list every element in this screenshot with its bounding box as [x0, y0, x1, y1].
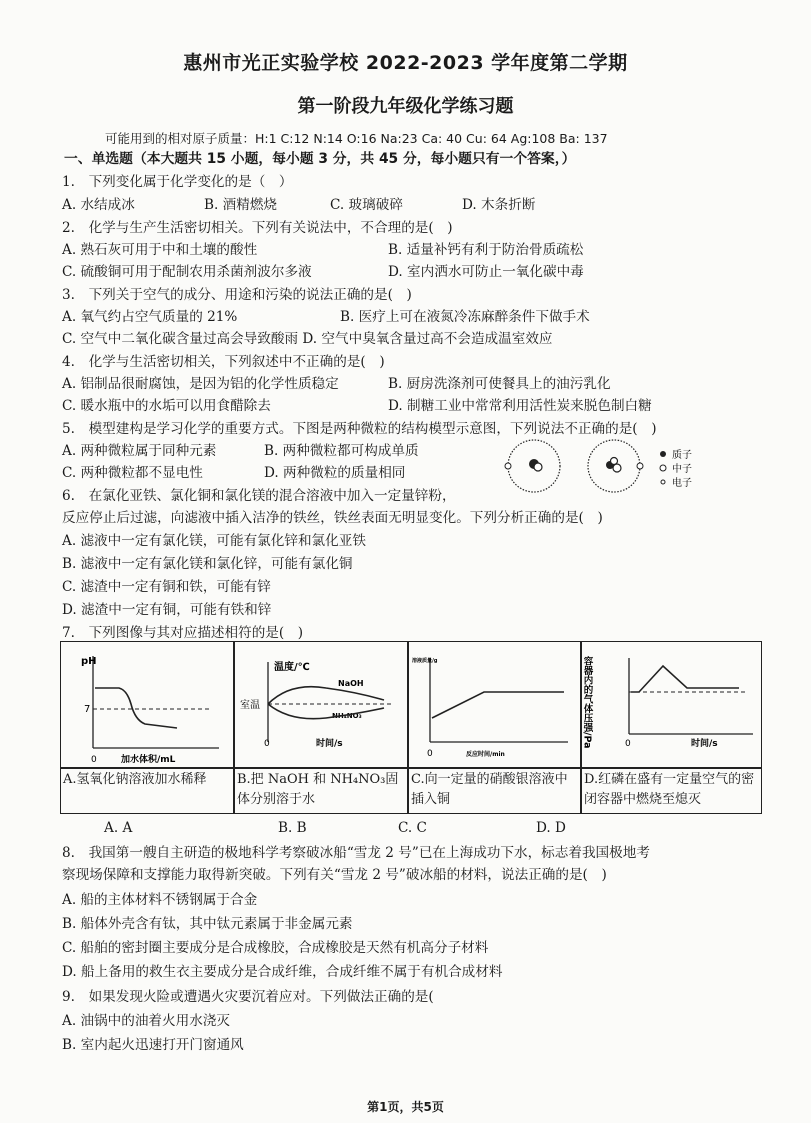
legend-neutron: 中子 — [672, 464, 692, 475]
chart-c-ylabel: 溶液质量/g — [412, 658, 438, 664]
particle-model-figure — [500, 438, 730, 496]
q8-option-a: A. 船的主体材料不锈钢属于合金 — [62, 892, 258, 908]
chart-b-ytick: 室温 — [240, 700, 260, 711]
q2-option-c: C. 硫酸铜可用于配制农用杀菌剂波尔多液 — [62, 264, 312, 280]
chart-a-ytick: 7 — [84, 704, 91, 715]
chart-b-caption: B.把 NaOH 和 NH₄NO₃固体分别溶于水 — [237, 772, 399, 807]
chart-d-xlabel: 时间/s — [691, 739, 718, 749]
q8-stem-2: 察现场保障和支撑能力取得新突破。下列有关“雪龙 2 号”破冰船的材料，说法正确的是( ) — [62, 867, 607, 883]
q4-stem: 4. 化学与生活密切相关，下列叙述中不正确的是( ) — [62, 354, 385, 370]
q1-option-b: B. 酒精燃烧 — [204, 197, 278, 213]
q3-option-a: A. 氧气约占空气质量的 21% — [62, 309, 238, 325]
chart-d-ylabel: 容器内的气体压强/Pa — [581, 656, 593, 749]
chart-b-ylabel: 温度/℃ — [274, 662, 310, 673]
exam-title: 惠州市光正实验学校 2022-2023 学年度第二学期 — [183, 52, 628, 74]
chart-b-dissolution-temp — [234, 642, 406, 767]
q6-option-d: D. 滤渣中一定有铜，可能有铁和锌 — [62, 602, 272, 618]
chart-a-ph-dilution — [61, 642, 233, 767]
q7-option-c: C. C — [398, 820, 427, 836]
chart-c-xlabel: 反应时间/min — [466, 751, 505, 758]
q4-option-c: C. 暖水瓶中的水垢可以用食醋除去 — [62, 398, 271, 414]
q5-stem: 5. 模型建构是学习化学的重要方式。下图是两种微粒的结构模型示意图，下列说法不正确的是( ) — [62, 421, 657, 437]
chart-d-pressure — [581, 642, 761, 767]
q7-option-d: D. D — [536, 820, 566, 836]
q6-stem-1: 6. 在氯化亚铁、氯化铜和氯化镁的混合溶液中加入一定量锌粉， — [62, 488, 456, 504]
particle-legend — [660, 448, 692, 489]
q6-option-c: C. 滤渣中一定有铜和铁，可能有锌 — [62, 579, 271, 595]
q8-option-b: B. 船体外壳含有钛，其中钛元素属于非金属元素 — [62, 916, 353, 932]
q1-option-d: D. 木条折断 — [462, 197, 536, 213]
divider — [61, 767, 761, 769]
chart-d-caption: D.红磷在盛有一定量空气的密闭容器中燃烧至熄灭 — [584, 772, 755, 807]
particle-2 — [588, 440, 643, 492]
q6-option-b: B. 滤液中一定有氯化镁和氯化锌，可能有氯化铜 — [62, 556, 353, 572]
chart-a-curve — [95, 688, 177, 728]
q4-option-d: D. 制糖工业中常常利用活性炭来脱色制白糖 — [388, 398, 652, 414]
q2-option-d: D. 室内洒水可防止一氧化碳中毒 — [388, 264, 584, 280]
q9-option-b: B. 室内起火迅速打开门窗通风 — [62, 1037, 244, 1053]
q4-option-a: A. 铝制品很耐腐蚀，是因为铝的化学性质稳定 — [62, 376, 339, 392]
q1-option-c: C. 玻璃破碎 — [330, 197, 403, 213]
particle-1 — [505, 440, 560, 492]
chart-b-xlabel: 时间/s — [316, 739, 343, 749]
q3-stem: 3. 下列关于空气的成分、用途和污染的说法正确的是( ) — [62, 287, 412, 303]
chart-a-caption: A.氢氧化钠溶液加水稀释 — [63, 772, 207, 787]
q8-option-c: C. 船舶的密封圈主要成分是合成橡胶，合成橡胶是天然有机高分子材料 — [62, 940, 489, 956]
q7-stem: 7. 下列图像与其对应描述相符的是( ) — [62, 625, 304, 641]
q3-option-cd: C. 空气中二氧化碳含量过高会导致酸雨 D. 空气中臭氧含量过高不会造成温室效应 — [62, 331, 553, 347]
q7-figure-table — [60, 641, 762, 814]
chart-c-origin: 0 — [427, 749, 433, 759]
q7-option-a: A. A — [104, 820, 133, 836]
chart-b-nh4no3-curve — [268, 704, 384, 719]
chart-a-ylabel: pH — [81, 656, 97, 667]
page-footer: 第1页，共5页 — [367, 1100, 444, 1114]
chart-c-caption: C.向一定量的硝酸银溶液中插入铜 — [411, 772, 568, 807]
chart-b-naoh-curve — [268, 687, 384, 704]
q3-option-b: B. 医疗上可在液氮冷冻麻醉条件下做手术 — [340, 309, 590, 325]
q5-option-b: B. 两种微粒都可构成单质 — [264, 443, 419, 459]
section-heading: 一、单选题（本大题共 15 小题，每小题 3 分，共 45 分，每小题只有一个答案，） — [64, 151, 576, 167]
atomic-masses: 可能用到的相对原子质量：H:1 C:12 N:14 O:16 Na:23 Ca: 40 Cu: 64 Ag:108 Ba: 137 — [105, 131, 608, 146]
chart-b-series-nh4no3: NH₄NO₃ — [332, 712, 362, 720]
q6-option-a: A. 滤液中一定有氯化镁，可能有氯化锌和氯化亚铁 — [62, 533, 366, 549]
chart-b-origin: 0 — [264, 739, 270, 749]
legend-electron: 电子 — [672, 478, 692, 489]
q2-option-a: A. 熟石灰可用于中和土壤的酸性 — [62, 242, 258, 258]
q9-option-a: A. 油锅中的油着火用水浇灭 — [62, 1013, 230, 1029]
chart-c-line — [432, 692, 564, 718]
chart-b-series-naoh: NaOH — [338, 679, 364, 688]
exam-subtitle: 第一阶段九年级化学练习题 — [297, 96, 514, 117]
chart-c-solution-mass — [408, 642, 580, 767]
chart-d-curve — [631, 666, 739, 692]
q2-option-b: B. 适量补钙有利于防治骨质疏松 — [388, 242, 584, 258]
chart-a-xlabel: 加水体积/mL — [121, 755, 176, 765]
chart-a-origin: 0 — [91, 755, 97, 765]
q8-option-d: D. 船上备用的救生衣主要成分是合成纤维，合成纤维不属于有机合成材料 — [62, 964, 503, 980]
q1-option-a: A. 水结成冰 — [62, 197, 135, 213]
chart-d-origin: 0 — [625, 739, 631, 749]
q5-option-c: C. 两种微粒都不显电性 — [62, 465, 203, 481]
legend-proton: 质子 — [672, 450, 692, 461]
q5-option-d: D. 两种微粒的质量相同 — [264, 465, 406, 481]
q7-option-b: B. B — [278, 820, 307, 836]
q2-stem: 2. 化学与生产生活密切相关。下列有关说法中，不合理的是( ) — [62, 220, 453, 236]
q6-stem-2: 反应停止后过滤，向滤液中插入洁净的铁丝，铁丝表面无明显变化。下列分析正确的是( ) — [62, 510, 603, 526]
q5-option-a: A. 两种微粒属于同种元素 — [62, 443, 217, 459]
q8-stem-1: 8. 我国第一艘自主研造的极地科学考察破冰船“雪龙 2 号”已在上海成功下水，标志着我国极地考 — [62, 845, 650, 861]
q1-stem: 1. 下列变化属于化学变化的是（ ） — [62, 174, 293, 190]
q4-option-b: B. 厨房洗涤剂可使餐具上的油污乳化 — [388, 376, 611, 392]
q9-stem: 9. 如果发现火险或遭遇火灾要沉着应对。下列做法正确的是( — [62, 989, 434, 1005]
